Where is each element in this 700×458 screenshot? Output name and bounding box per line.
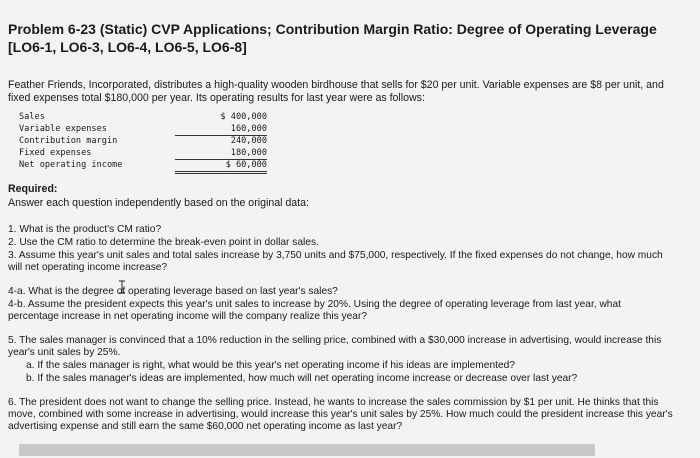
question-4a: 4-a. What is the degree of operating leverage based on last year's sales? xyxy=(8,286,338,297)
statement-label: Fixed expenses xyxy=(19,148,92,158)
statement-value: $ 60,000 xyxy=(175,159,267,174)
statement-row-net-operating-income xyxy=(19,159,269,171)
statement-value: 160,000 xyxy=(175,123,267,136)
question-5a: a. If the sales manager is right, what would be this year's net operating income if his ideas are implemented? xyxy=(26,360,515,371)
statement-label: Net operating income xyxy=(19,160,123,170)
statement-value: 180,000 xyxy=(175,147,267,160)
required-heading: Required: xyxy=(8,183,58,195)
statement-value: 240,000 xyxy=(230,136,267,146)
statement-label: Contribution margin xyxy=(19,136,118,146)
statement-row-variable-expenses xyxy=(19,123,269,135)
statement-row-contribution-margin xyxy=(19,135,269,147)
statement-label: Sales xyxy=(19,112,45,122)
required-note: Answer each question independently based on the original data: xyxy=(8,197,309,209)
text-cursor-icon xyxy=(118,280,126,294)
statement-row-fixed-expenses xyxy=(19,147,269,159)
question-4b: 4-b. Assume the president expects this year's unit sales to increase by 20%. Using the degree of operating leverage from last year, what percentage increase in net operating income will the company realize this year? xyxy=(8,299,621,322)
question-5b: b. If the sales manager's ideas are implemented, how much will net operating income increase or decrease over last year? xyxy=(26,373,578,384)
problem-intro: Feather Friends, Incorporated, distributes a high-quality wooden birdhouse that sells for $20 per unit. Variable expenses are $8 per unit, and fixed expenses total $180,000 per year. Its operating results for last year were as follows: xyxy=(8,79,664,104)
income-statement xyxy=(19,111,269,171)
problem-title: Problem 6-23 (Static) CVP Applications; Contribution Margin Ratio: Degree of Operating Leverage [LO6-1, LO6-3, LO6-4, LO6-5, LO6-8] xyxy=(8,21,657,55)
statement-value: $ 400,000 xyxy=(220,112,267,122)
question-2: 2. Use the CM ratio to determine the break-even point in dollar sales. xyxy=(8,237,319,248)
question-5: 5. The sales manager is convinced that a 10% reduction in the selling price, combined with a $30,000 increase in advertising, would increase this year's unit sales by 25%. xyxy=(8,335,662,358)
question-6: 6. The president does not want to change the selling price. Instead, he wants to increase the sales commission by $1 per unit. He thinks that this move, combined with some increase in advertising, would increase this year's unit sales by 25%. How much could the president increase this year's advertising expense and still earn the same $60,000 net operating income as last year? xyxy=(8,397,673,432)
statement-label: Variable expenses xyxy=(19,124,107,134)
question-3: 3. Assume this year's unit sales and total sales increase by 3,750 units and $75,000, respectively. If the fixed expenses do not change, how much will net operating income increase? xyxy=(8,250,663,273)
statement-row-sales xyxy=(19,111,269,123)
horizontal-scrollbar[interactable] xyxy=(19,444,595,456)
question-1: 1. What is the product's CM ratio? xyxy=(8,224,162,235)
